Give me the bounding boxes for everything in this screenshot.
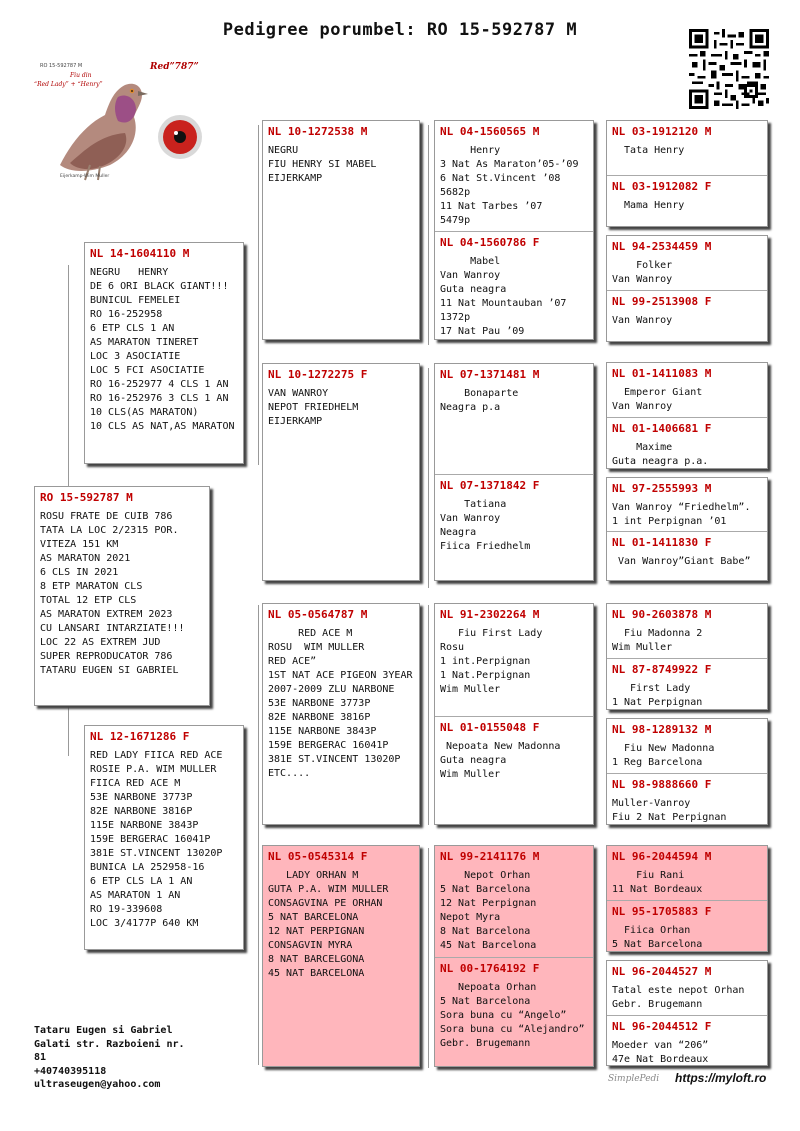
pedigree-gg-pair-1 bbox=[606, 120, 768, 227]
ring-number: NL 01-1411830 F bbox=[612, 536, 712, 549]
ring-number: NL 07-1371842 F bbox=[440, 479, 540, 492]
bird-notes: Bonaparte Neagra p.a bbox=[440, 388, 519, 413]
connector bbox=[428, 368, 429, 588]
owner-contact: Tataru Eugen si Gabriel Galati str. Razboieni nr. 81 +40740395118 ultraseugen@yahoo.com bbox=[34, 1025, 185, 1090]
ring-number: NL 87-8749922 F bbox=[612, 663, 712, 676]
connector bbox=[258, 605, 259, 1065]
pedigree-pair-4 bbox=[434, 845, 594, 1067]
ring-number: NL 91-2302264 M bbox=[440, 608, 540, 621]
pedigree-pair-2 bbox=[434, 363, 594, 581]
ring-number: NL 03-1912120 M bbox=[612, 125, 712, 138]
bird-notes: Van Wanroy “Friedhelm”. 1 int Perpignan ’01 bbox=[612, 502, 751, 527]
ring-number: NL 10-1272275 F bbox=[268, 368, 368, 381]
bird-notes: Tatiana Van Wanroy Neagra Fiica Friedhelm bbox=[440, 499, 531, 552]
signature: SimplePedi bbox=[608, 1074, 660, 1084]
pedigree-granddam-maternal bbox=[262, 845, 420, 1067]
pedigree-dam bbox=[84, 725, 244, 950]
website-link[interactable]: https://myloft.ro bbox=[675, 1071, 767, 1085]
bird-notes: Tatal este nepot Orhan Gebr. Brugemann bbox=[612, 985, 745, 1010]
bird-notes: Muller-Vanroy Fiu 2 Nat Perpignan bbox=[612, 798, 727, 823]
pedigree-grandsire-paternal bbox=[262, 120, 420, 340]
pedigree-grandsire-maternal bbox=[262, 603, 420, 825]
pedigree-gg-pair-8 bbox=[606, 960, 768, 1066]
bird-notes: Van Wanroy bbox=[612, 315, 673, 326]
photo-brand: Eijerkamp-Wim Muller bbox=[60, 174, 110, 179]
ring-number: NL 01-1406681 F bbox=[612, 422, 712, 435]
bird-notes: Henry 3 Nat As Maraton’05-’09 6 Nat St.Vincent ’08 5682p 11 Nat Tarbes ’07 5479p bbox=[440, 145, 579, 226]
bird-notes: NEGRU HENRY DE 6 ORI BLACK GIANT!!! BUNICUL FEMELEI RO 16-252958 6 ETP CLS 1 AN AS MARATON TINERET LOC 3 ASOCIATIE LOC 5 FCI ASOCIATIE RO 16-252977 4 CLS 1 AN RO 16-252976 3 CLS 1 AN 10 CLS(AS MARATON) 10 CLS AS NAT,AS MARATON bbox=[90, 267, 235, 432]
ring-number: NL 99-2513908 F bbox=[612, 295, 712, 308]
ring-number: NL 04-1560565 M bbox=[440, 125, 540, 138]
bird-notes: Fiu New Madonna 1 Reg Barcelona bbox=[612, 743, 715, 768]
ring-number: NL 94-2534459 M bbox=[612, 240, 712, 253]
pedigree-granddam-paternal bbox=[262, 363, 420, 581]
photo-ring: RO 15-592787 M bbox=[40, 63, 83, 69]
photo-caption-2: “Red Lady” + “Henry” bbox=[34, 81, 103, 88]
bird-notes: Fiica Orhan 5 Nat Barcelona bbox=[612, 925, 703, 950]
bird-notes: Folker Van Wanroy bbox=[612, 260, 673, 285]
qr-code-icon bbox=[689, 29, 769, 109]
ring-number: NL 01-0155048 F bbox=[440, 721, 540, 734]
bird-notes: RED ACE M ROSU WIM MULLER RED ACE” 1ST NAT ACE PIGEON 3YEAR 2007-2009 ZLU NARBONE 53E NARBONE 3773P 82E NARBONE 3816P 115E NARBONE 3843P 159E BERGERAC 16041P 381E ST.VINCENT 13020P ETC.... bbox=[268, 628, 413, 779]
ring-number: NL 05-0545314 F bbox=[268, 850, 368, 863]
ring-number: NL 96-2044594 M bbox=[612, 850, 712, 863]
ring-number: NL 12-1671286 F bbox=[90, 730, 190, 743]
pedigree-pair-1 bbox=[434, 120, 594, 340]
connector bbox=[68, 265, 69, 490]
pedigree-gg-pair-2 bbox=[606, 235, 768, 342]
ring-number: NL 95-1705883 F bbox=[612, 905, 712, 918]
bird-notes: LADY ORHAN M GUTA P.A. WIM MULLER CONSAGVINA PE ORHAN 5 NAT BARCELONA 12 NAT PERPIGNAN CONSAGVIN MYRA 8 NAT BARCELGONA 45 NAT BARCELONA bbox=[268, 870, 389, 979]
bird-notes: Mabel Van Wanroy Guta neagra 11 Nat Mountauban ’07 1372p 17 Nat Pau ’09 bbox=[440, 256, 567, 337]
eye-icon bbox=[158, 115, 202, 159]
ring-number: NL 96-2044527 M bbox=[612, 965, 712, 978]
page-title: Pedigree porumbel: RO 15-592787 M bbox=[222, 20, 578, 40]
pigeon-icon bbox=[60, 84, 148, 180]
ring-number: NL 97-2555993 M bbox=[612, 482, 712, 495]
ring-number: NL 14-1604110 M bbox=[90, 247, 190, 260]
bird-notes: Fiu Rani 11 Nat Bordeaux bbox=[612, 870, 703, 895]
ring-number: NL 07-1371481 M bbox=[440, 368, 540, 381]
bird-notes: Mama Henry bbox=[612, 200, 685, 211]
pedigree-gg-pair-5 bbox=[606, 603, 768, 710]
ring-number: NL 05-0564787 M bbox=[268, 608, 368, 621]
pedigree-gg-pair-7 bbox=[606, 845, 768, 952]
pedigree-gg-pair-3 bbox=[606, 362, 768, 469]
pedigree-sire bbox=[84, 242, 244, 464]
ring-number: NL 96-2044512 F bbox=[612, 1020, 712, 1033]
pigeon-photo bbox=[30, 55, 230, 185]
ring-number: NL 98-9888660 F bbox=[612, 778, 712, 791]
ring-number: NL 03-1912082 F bbox=[612, 180, 712, 193]
connector bbox=[428, 605, 429, 825]
photo-caption-1: Fiu din bbox=[70, 72, 92, 79]
ring-number: NL 10-1272538 M bbox=[268, 125, 368, 138]
bird-notes: VAN WANROY NEPOT FRIEDHELM EIJERKAMP bbox=[268, 388, 359, 427]
bird-notes: Moeder van “206” 47e Nat Bordeaux bbox=[612, 1040, 709, 1065]
ring-number: NL 01-1411083 M bbox=[612, 367, 712, 380]
pedigree-gg-pair-6 bbox=[606, 718, 768, 825]
ring-number: NL 90-2603878 M bbox=[612, 608, 712, 621]
connector bbox=[428, 125, 429, 345]
bird-notes: Fiu Madonna 2 Wim Muller bbox=[612, 628, 703, 653]
bird-notes: Van Wanroy”Giant Babe” bbox=[612, 556, 751, 567]
bird-notes: First Lady 1 Nat Perpignan bbox=[612, 683, 703, 708]
ring-number: NL 98-1289132 M bbox=[612, 723, 712, 736]
bird-notes: ROSU FRATE DE CUIB 786 TATA LA LOC 2/2315 POR. VITEZA 151 KM AS MARATON 2021 6 CLS IN 2021 8 ETP MARATON CLS TOTAL 12 ETP CLS AS MARATON EXTREM 2023 CU LANSARI INTARZIATE!!! LOC 22 AS EXTREM JUD SUPER REPRODUCATOR 786 TATARU EUGEN SI GABRIEL bbox=[40, 511, 185, 676]
connector bbox=[258, 125, 259, 465]
connector bbox=[428, 848, 429, 1068]
bird-notes: Nepoata New Madonna Guta neagra Wim Muller bbox=[440, 741, 561, 780]
pedigree-pair-3 bbox=[434, 603, 594, 825]
bird-notes: RED LADY FIICA RED ACE ROSIE P.A. WIM MULLER FIICA RED ACE M 53E NARBONE 3773P 82E NARBONE 3816P 115E NARBONE 3843P 159E BERGERAC 16041P 381E ST.VINCENT 13020P BUNICA LA 252958-16 6 ETP CLS LA 1 AN AS MARATON 1 AN RO 19-339608 LOC 3/4177P 640 KM bbox=[90, 750, 223, 929]
ring-number: RO 15-592787 M bbox=[40, 491, 133, 504]
photo-name: Red”787” bbox=[150, 62, 199, 72]
pedigree-gg-pair-4 bbox=[606, 477, 768, 581]
bird-notes: Fiu First Lady Rosu 1 int.Perpignan 1 Nat.Perpignan Wim Muller bbox=[440, 628, 543, 695]
bird-notes: NEGRU FIU HENRY SI MABEL EIJERKAMP bbox=[268, 145, 377, 184]
pedigree-subject bbox=[34, 486, 210, 706]
bird-notes: Nepot Orhan 5 Nat Barcelona 12 Nat Perpignan Nepot Myra 8 Nat Barcelona 45 Nat Barcelona bbox=[440, 870, 537, 951]
bird-notes: Maxime Guta neagra p.a. bbox=[612, 442, 709, 467]
bird-notes: Tata Henry bbox=[612, 145, 685, 156]
bird-notes: Emperor Giant Van Wanroy bbox=[612, 387, 703, 412]
connector bbox=[68, 706, 69, 756]
ring-number: NL 99-2141176 M bbox=[440, 850, 540, 863]
bird-notes: Nepoata Orhan 5 Nat Barcelona Sora buna cu “Angelo” Sora buna cu “Alejandro” Gebr. Brugemann bbox=[440, 982, 585, 1049]
ring-number: NL 04-1560786 F bbox=[440, 236, 540, 249]
ring-number: NL 00-1764192 F bbox=[440, 962, 540, 975]
